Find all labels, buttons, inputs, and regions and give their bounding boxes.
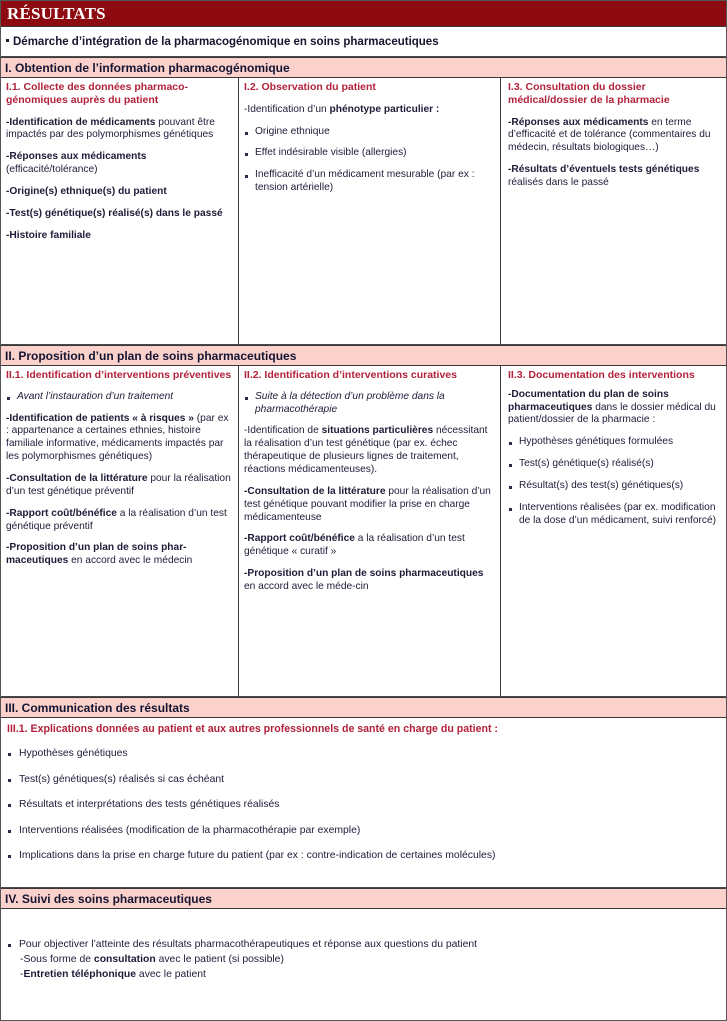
section-1-column-1-items [6,117,233,243]
section-1-column-2-items [244,104,495,195]
section-1-column-1 [1,78,239,344]
section-4-body [1,909,726,990]
section-1-column-2 [239,78,501,344]
sub-line-item: -Sous forme de consultation avec le patient (si possible) [20,953,284,965]
paragraph-item: -Proposition d’un plan de soins phar-maceutiques en accord avec le médecin [6,542,193,567]
page-title: RÉSULTATS [7,3,106,23]
section-2-column-2-items [244,391,495,594]
paragraph-item: -Résultats d’éventuels tests génétiques réalisés dans le passé [508,164,700,188]
section-3-bullet-list [7,747,720,863]
section-3-title: III. Communication des résultats [5,700,190,715]
list-item: Interventions réalisées (par ex. modification de la dose d’un médicament, suivi renforcé) [508,502,721,528]
section-3-body [1,718,726,888]
paragraph-item: -Réponses aux médicaments (efficacité/tolérance) [6,151,147,176]
list-item: Effet indésirable visible (allergies) [244,147,495,160]
document-subtitle-row [1,27,726,57]
section-2-column-2 [239,366,501,696]
paragraph-item: -Documentation du plan de soins pharmaceutiques dans le dossier médical du patient/dossier de la pharmacie : [508,388,716,426]
paragraph-item: -Réponses aux médicaments en terme d’efficacité et de tolérance (commentaires du médecin, résultats biologiques…) [508,116,711,154]
subsection-heading-II1: II.1. Identification d’interventions préventives [6,369,232,381]
section-1-columns [1,78,726,345]
list-item: Hypothèses génétiques [7,747,720,761]
section-1-column-3-items [508,117,721,190]
paragraph-item: -Identification de situations particulières nécessitant la réalisation d’un test génétique (par ex. échec thérapeutique de plusieurs lignes de traitement, réactions médicamenteuses). [244,425,488,476]
paragraph-item: -Histoire familiale [6,229,91,241]
section-4-bullet: Pour objectiver l’atteinte des résultats pharmacothérapeutiques et réponse aux questions du patient [7,938,720,952]
subsection-heading-I2: I.2. Observation du patient [244,81,376,93]
sub-line-item: -Entretien téléphonique avec le patient [20,968,206,980]
paragraph-item: -Consultation de la littérature pour la réalisation d’un test génétique pouvant modifier la prise en charge médicamenteuse [244,485,491,523]
section-header-3 [1,697,726,718]
paragraph-item: -Origine(s) ethnique(s) du patient [6,185,167,197]
square-bullet-icon [6,39,9,42]
spacer [7,914,720,926]
section-1-title: I. Obtention de l’information pharmacogénomique [5,60,290,75]
paragraph-item: -Identification d’un phénotype particulier : [244,103,440,115]
section-4-sublines [7,953,720,982]
paragraph-item: -Identification de médicaments pouvant être impactés par des polymorphismes génétiques [6,116,215,141]
section-1-column-3 [501,78,726,344]
document-subtitle: Démarche d’intégration de la pharmacogénomique en soins pharmaceutiques [13,35,439,48]
document-title-banner [1,1,726,27]
subsection-heading-II3: II.3. Documentation des interventions [508,369,695,381]
list-item: Suite à la détection d’un problème dans la pharmacothérapie [244,391,495,417]
subsection-heading-I3: I.3. Consultation du dossier médical/dossier de la pharmacie [508,81,670,106]
subsection-heading-II2: II.2. Identification d’interventions curatives [244,369,457,381]
paragraph-item: -Proposition d’un plan de soins pharmaceutiques en accord avec le méde-cin [244,568,484,592]
list-item: Inefficacité d’un médicament mesurable (par ex : tension artérielle) [244,169,495,195]
list-item: Implications dans la prise en charge future du patient (par ex : contre-indication de certaines molécules) [7,849,720,863]
list-item: Résultats et interprétations des tests génétiques réalisés [7,798,720,812]
section-2-column-1-items [6,391,233,568]
list-item: Test(s) génétiques(s) réalisés si cas échéant [7,773,720,787]
section-2-column-3-items [508,389,721,528]
section-2-title: II. Proposition d’un plan de soins pharmaceutiques [5,348,297,363]
list-item: Résultat(s) des test(s) génétiques(s) [508,480,721,493]
section-header-1 [1,57,726,78]
paragraph-item: -Test(s) génétique(s) réalisé(s) dans le passé [6,207,223,219]
section-2-columns [1,366,726,697]
paragraph-item: -Rapport coût/bénéfice a la réalisation d’un test génétique « curatif » [244,533,465,558]
list-item: Avant l’instauration d’un traitement [6,391,233,404]
subsection-heading-III1: III.1. Explications données au patient et aux autres professionnels de santé en charge du patient : [7,723,498,735]
paragraph-item: -Rapport coût/bénéfice a la réalisation d’un test génétique préventif [6,507,227,532]
list-item: Interventions réalisées (modification de la pharmacothérapie par exemple) [7,824,720,838]
list-item: Origine ethnique [244,126,495,139]
section-4-title: IV. Suivi des soins pharmaceutiques [5,891,212,906]
section-2-column-1 [1,366,239,696]
section-2-column-3 [501,366,726,696]
list-item: Test(s) génétique(s) réalisé(s) [508,458,721,471]
paragraph-item: -Consultation de la littérature pour la réalisation d’un test génétique préventif [6,473,231,497]
subsection-heading-I1: I.1. Collecte des données pharmaco-génomiques auprès du patient [6,81,189,106]
section-header-2 [1,345,726,366]
section-header-4 [1,888,726,909]
list-item: Hypothèses génétiques formulées [508,436,721,449]
paragraph-item: -Identification de patients « à risques » (par ex : appartenance a certaines ethnies, histoire familiale informative, médicaments impactés par les polymorphismes génétiques) [6,412,229,463]
